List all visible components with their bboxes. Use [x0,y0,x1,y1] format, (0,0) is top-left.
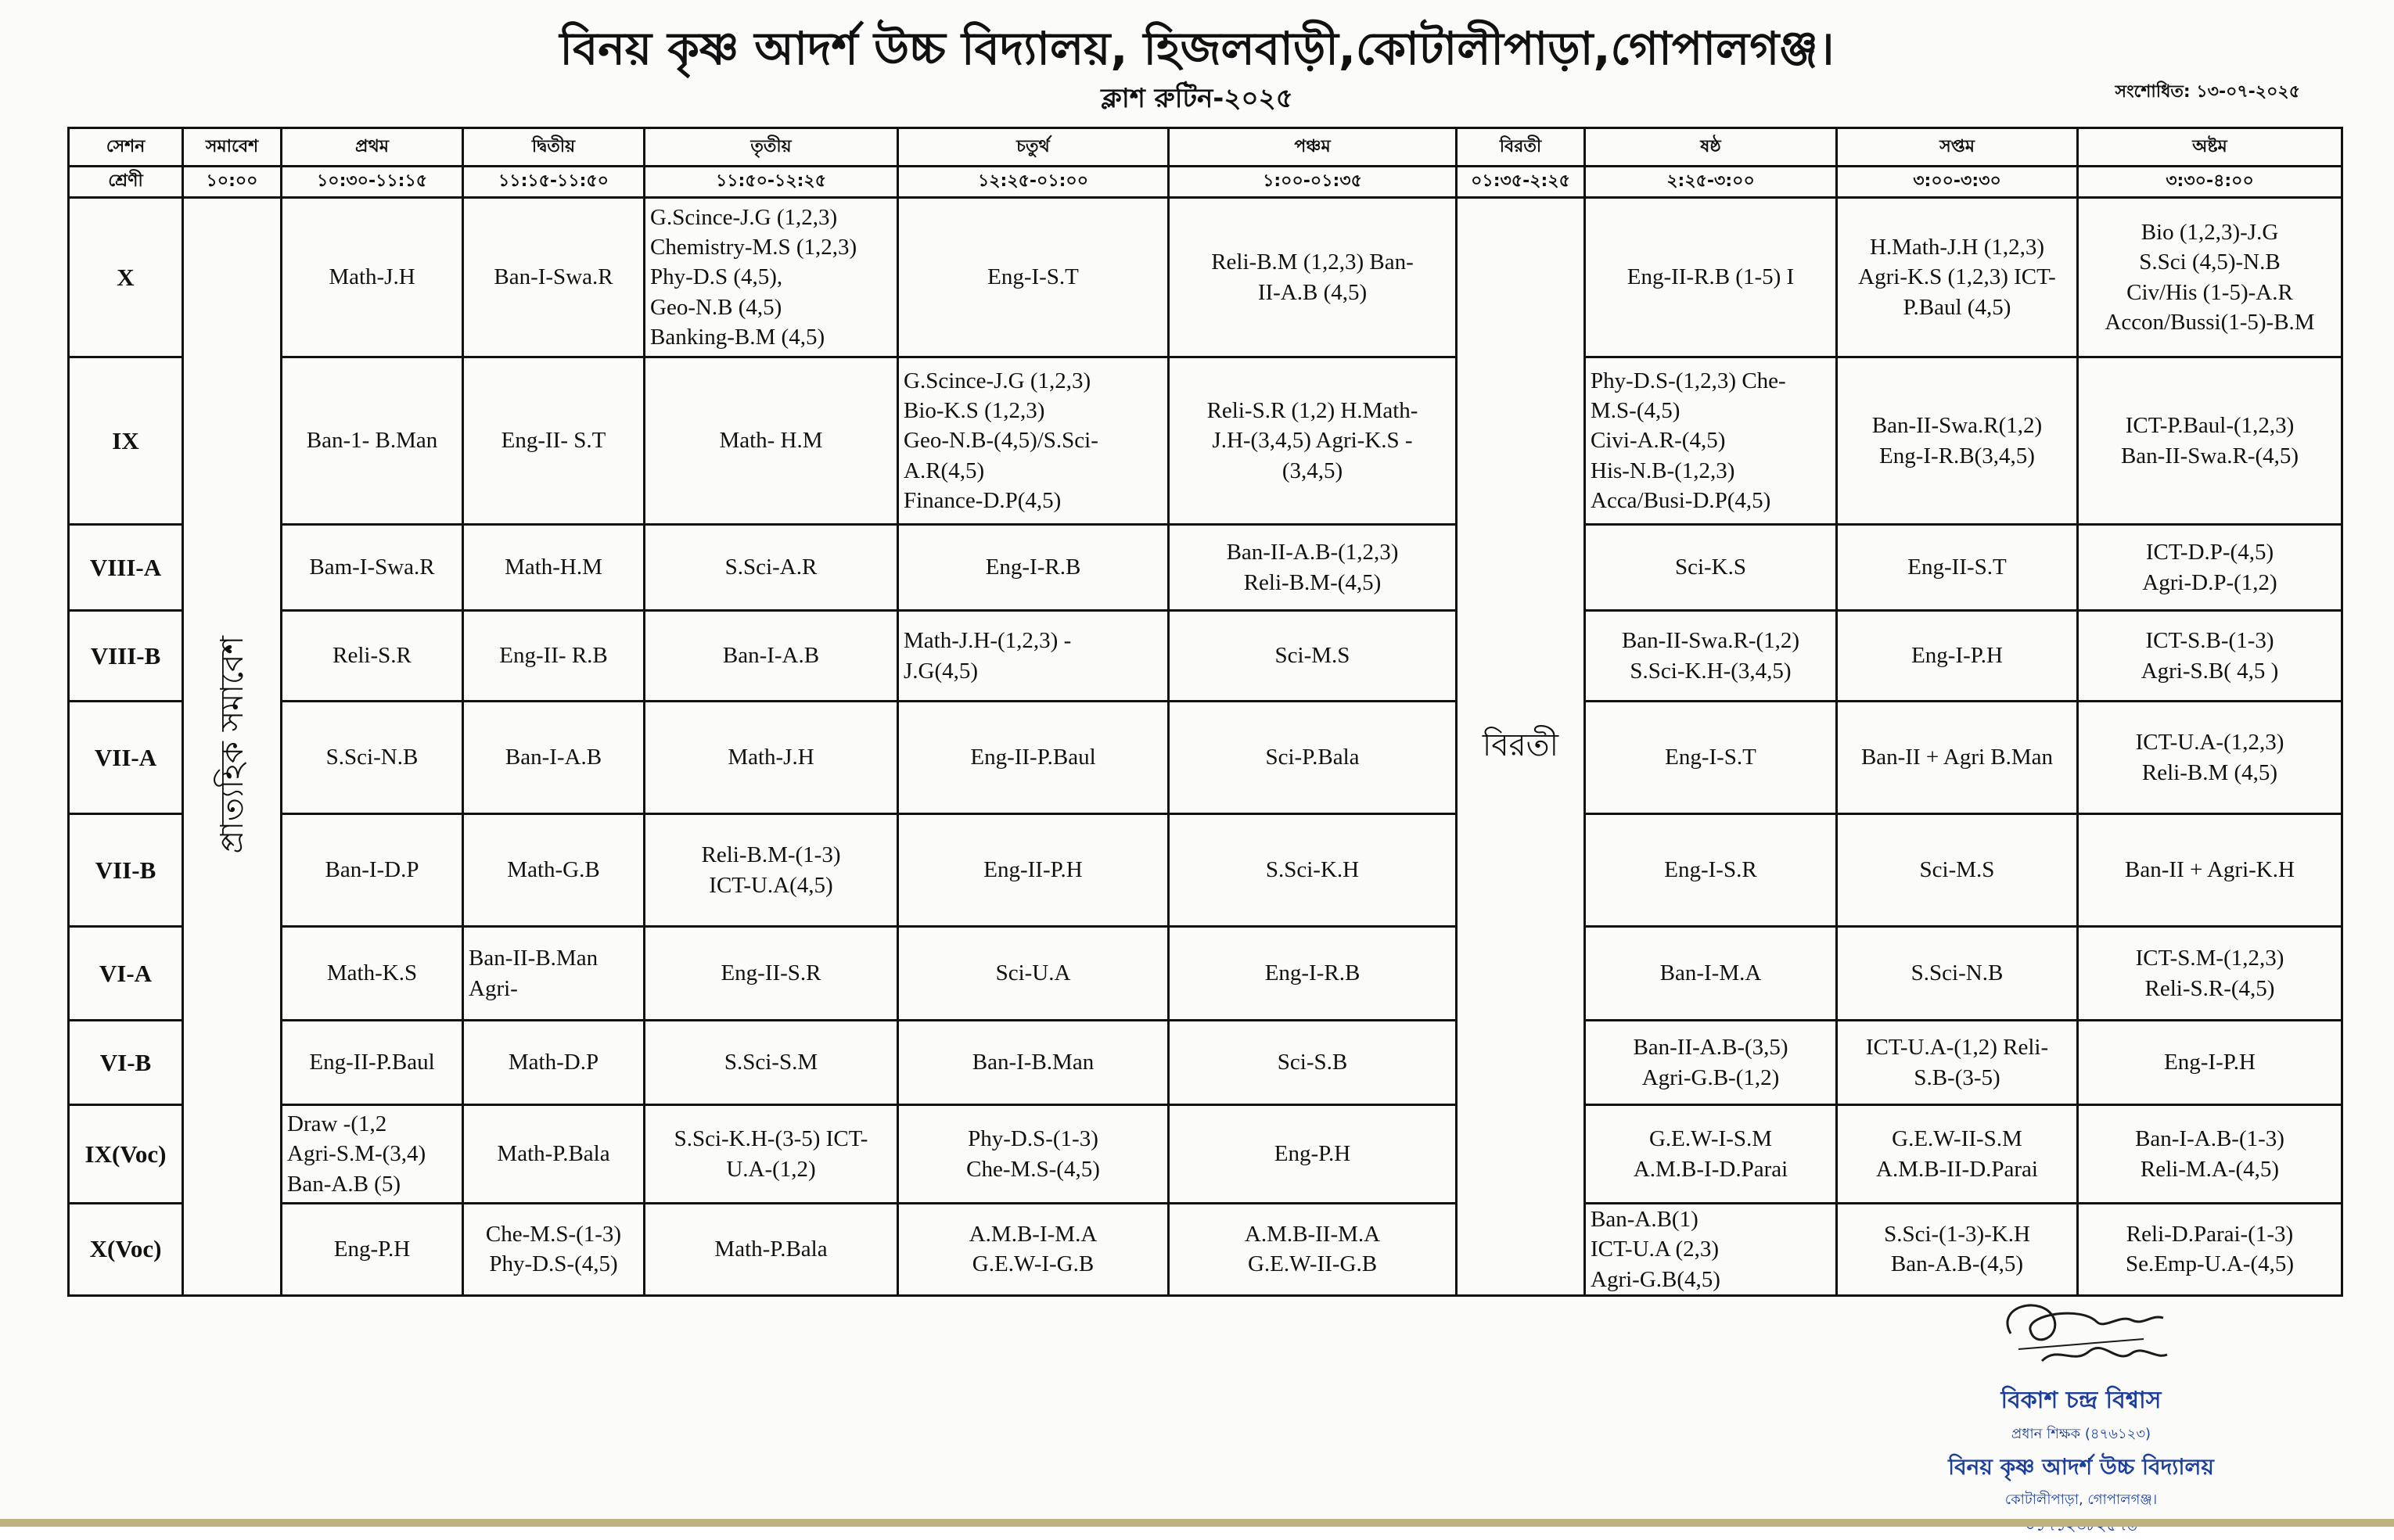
cell-line: S.Sci-(1-3)-K.H [1884,1222,2030,1247]
period-header-8: ষষ্ঠ [1585,128,1837,167]
cell-line: S.Sci (4,5)-N.B [2139,249,2281,275]
class-name: IX [69,357,183,525]
cell-line: Agri- [469,975,518,1001]
cell-line: A.M.B-II-M.A [1244,1222,1381,1247]
routine-cell-p6: Ban-I-M.A [1585,927,1837,1021]
period-header-row [69,128,2342,167]
cell-line: A.M.B-I-M.A [969,1222,1098,1247]
class-name: X(Voc) [69,1204,183,1296]
class-name: IX(Voc) [69,1105,183,1204]
routine-cell-p5: Sci-M.S [1169,611,1457,702]
time-slot-8: ২:২৫-৩:০০ [1585,167,1837,198]
period-header-9: সপ্তম [1837,128,2078,167]
routine-cell-p2: Math-H.M [463,525,645,611]
cell-line: ICT-U.A-(1,2,3) [2135,730,2284,756]
cell-line: Draw -(1,2 [287,1111,387,1137]
routine-cell-p3: Math-P.Bala [645,1204,898,1296]
cell-line: A.R(4,5) [904,458,985,483]
cell-line: ICT-S.B-(1-3) [2145,628,2274,654]
time-slot-7: ০১:৩৫-২:২৫ [1457,167,1585,198]
school-title: বিনয় কৃষ্ণ আদর্শ উচ্চ বিদ্যালয়, হিজলবাড়ী,কোটালীপাড়া,গোপালগঞ্জ। [559,22,1835,75]
cell-line: Reli-B.M (4,5) [2141,759,2278,785]
class-row [69,1021,2342,1105]
cell-line: P.Baul (4,5) [1903,294,2011,320]
routine-cell-p6: Eng-I-S.R [1585,814,1837,927]
cell-line: Ban-II-A.B-(3,5) [1633,1035,1788,1061]
period-header-2: প্রথম [282,128,463,167]
routine-cell-p8 [2078,357,2342,525]
routine-cell-p6: Eng-II-R.B (1-5) I [1585,198,1837,357]
assembly-column [183,198,282,1296]
cell-line: Geo-N.B-(4,5)/S.Sci- [904,428,1098,454]
routine-cell-p7: S.Sci-N.B [1837,927,2078,1021]
class-name: VII-B [69,814,183,927]
class-row [69,198,2342,357]
class-name: VII-A [69,702,183,814]
routine-cell-p3: S.Sci-S.M [645,1021,898,1105]
routine-cell-p7: Eng-I-P.H [1837,611,2078,702]
routine-subtitle: ক্লাশ রুটিন-২০২৫ [1101,83,1293,114]
cell-line: Reli-S.R (1,2) H.Math- [1206,398,1418,424]
cell-line: G.E.W-II-S.M [1892,1126,2022,1152]
period-header-3: দ্বিতীয় [463,128,645,167]
cell-line: His-N.B-(1,2,3) [1591,458,1735,483]
routine-cell-p6 [1585,1105,1837,1204]
cell-line: Civ/His (1-5)-A.R [2126,279,2293,305]
routine-cell-p4: Eng-II-P.H [898,814,1169,927]
period-header-10: অষ্টম [2078,128,2342,167]
cell-line: Agri-K.S (1,2,3) ICT- [1858,264,2056,290]
cell-line: Se.Emp-U.A-(4,5) [2125,1251,2295,1277]
routine-cell-p3 [645,1105,898,1204]
class-name: VI-A [69,927,183,1021]
cell-line: Ban-A.B(1) [1591,1207,1698,1232]
class-name: X [69,198,183,357]
time-slot-10: ৩:৩০-৪:০০ [2078,167,2342,198]
cell-line: Phy-D.S-(4,5) [489,1251,618,1277]
class-row [69,611,2342,702]
cell-line: Eng-I-R.B(3,4,5) [1879,443,2035,468]
period-header-1: সমাবেশ [183,128,282,167]
cell-line: J.G(4,5) [904,658,979,684]
routine-cell-p7: Eng-II-S.T [1837,525,2078,611]
time-slot-5: ১২:২৫-০১:০০ [898,167,1169,198]
routine-cell-p6 [1585,1021,1837,1105]
cell-line: Ban-I-A.B-(1-3) [2135,1126,2284,1152]
routine-cell-p1: Eng-II-P.Baul [282,1021,463,1105]
time-header-row [69,167,2342,198]
cell-line: Phy-D.S (4,5), [650,264,783,290]
cell-line: Acca/Busi-D.P(4,5) [1591,487,1771,513]
cell-line: Ban-II-Swa.R-(1,2) [1621,628,1800,654]
period-header-6: পঞ্চম [1169,128,1457,167]
cell-line: ICT-U.A (2,3) [1591,1237,1720,1262]
cell-line: Agri-S.M-(3,4) [287,1141,426,1167]
routine-cell-p5: Sci-P.Bala [1169,702,1457,814]
routine-cell-p8 [2078,198,2342,357]
revised-date: সংশোধিত: ১৩-০৭-২০২৫ [2115,82,2300,102]
cell-line: S.B-(3-5) [1914,1064,2000,1090]
routine-cell-p7 [1837,198,2078,357]
cell-line: Banking-B.M (4,5) [650,324,825,350]
cell-line: Reli-M.A-(4,5) [2140,1156,2280,1182]
cell-line: Bio-K.S (1,2,3) [904,398,1045,424]
cell-line: Math-J.H-(1,2,3) - [904,628,1072,654]
routine-cell-p5 [1169,525,1457,611]
routine-cell-p2: Math-P.Bala [463,1105,645,1204]
class-row [69,1105,2342,1204]
routine-cell-p8 [2078,702,2342,814]
cell-line: Agri-G.B(4,5) [1591,1266,1720,1292]
cell-line: A.M.B-I-D.Parai [1633,1156,1788,1182]
routine-cell-p7 [1837,1021,2078,1105]
routine-cell-p4 [898,1105,1169,1204]
class-row [69,927,2342,1021]
routine-cell-p1 [282,1105,463,1204]
seal-address: কোটালীপাড়া, গোপালগঞ্জ। [2004,1492,2158,1508]
time-slot-3: ১১:১৫-১১:৫০ [463,167,645,198]
routine-cell-p4 [898,1204,1169,1296]
time-slot-9: ৩:০০-৩:৩০ [1837,167,2078,198]
cell-line: ICT-P.Baul-(1,2,3) [2125,413,2295,439]
time-slot-1: ১০:০০ [183,167,282,198]
routine-cell-p2: Eng-II- S.T [463,357,645,525]
routine-cell-p1: Ban-I-D.P [282,814,463,927]
cell-line: Civi-A.R-(4,5) [1591,428,1726,454]
cell-line: ICT-U.A-(1,2) Reli- [1865,1035,2049,1061]
cell-line: Finance-D.P(4,5) [904,487,1062,513]
class-name: VI-B [69,1021,183,1105]
cell-line: Reli-D.Parai-(1-3) [2126,1222,2294,1247]
cell-line: G.Scince-J.G (1,2,3) [904,368,1091,393]
break-label: বিরতী [1482,727,1559,763]
cell-line: Ban-II-Swa.R(1,2) [1871,413,2043,439]
routine-cell-p6 [1585,1204,1837,1296]
routine-cell-p8 [2078,611,2342,702]
class-name: VIII-A [69,525,183,611]
routine-cell-p3: Math- H.M [645,357,898,525]
assembly-label: প্রাত্যহিক সমাবেশ [214,635,250,854]
cell-line: Ban-II-B.Man [469,946,598,971]
cell-line: Phy-D.S-(1,2,3) Che- [1591,368,1786,393]
cell-line: Ban-A.B-(4,5) [1890,1251,2024,1277]
cell-line: Che-M.S-(4,5) [966,1156,1100,1182]
routine-cell-p8 [2078,525,2342,611]
routine-cell-p8 [2078,1105,2342,1204]
routine-cell-p8: Eng-I-P.H [2078,1021,2342,1105]
time-slot-0: শ্রেণী [69,167,183,198]
cell-line: Geo-N.B (4,5) [650,294,782,320]
cell-line: Agri-S.B( 4,5 ) [2141,658,2279,684]
routine-cell-p3: S.Sci-A.R [645,525,898,611]
routine-cell-p4: Eng-II-P.Baul [898,702,1169,814]
class-row [69,702,2342,814]
seal-school-name: বিনয় কৃষ্ণ আদর্শ উচ্চ বিদ্যালয় [1948,1454,2214,1480]
period-header-0: সেশন [69,128,183,167]
cell-line: A.M.B-II-D.Parai [1876,1156,2038,1182]
cell-line: Phy-D.S-(1-3) [968,1126,1098,1152]
routine-cell-p1: Ban-1- B.Man [282,357,463,525]
cell-line: Reli-B.M-(1-3) [701,842,841,868]
cell-line: (3,4,5) [1281,458,1343,483]
routine-cell-p2: Math-D.P [463,1021,645,1105]
cell-line: Agri-D.P-(1,2) [2142,569,2277,595]
class-row [69,525,2342,611]
routine-cell-p2: Math-G.B [463,814,645,927]
routine-cell-p7 [1837,357,2078,525]
routine-cell-p1: Bam-I-Swa.R [282,525,463,611]
cell-line: Accon/Bussi(1-5)-B.M [2105,309,2315,335]
routine-cell-p4: Ban-I-B.Man [898,1021,1169,1105]
cell-line: U.A-(1,2) [726,1156,816,1182]
signature-scribble [1987,1291,2175,1377]
time-slot-6: ১:০০-০১:৩৫ [1169,167,1457,198]
routine-cell-p2: Eng-II- R.B [463,611,645,702]
routine-cell-p6 [1585,357,1837,525]
period-header-7: বিরতী [1457,128,1585,167]
cell-line: Chemistry-M.S (1,2,3) [650,235,857,260]
cell-line: Bio (1,2,3)-J.G [2141,219,2279,245]
routine-cell-p2 [463,927,645,1021]
period-header-5: চতুর্থ [898,128,1169,167]
routine-cell-p4 [898,357,1169,525]
cell-line: Che-M.S-(1-3) [485,1222,622,1247]
cell-line: S.Sci-K.H-(3,4,5) [1630,658,1792,684]
cell-line: G.Scince-J.G (1,2,3) [650,204,838,230]
cell-line: Ban-II-Swa.R-(4,5) [2120,443,2299,468]
cell-line: G.E.W-I-S.M [1648,1126,1773,1152]
cell-line: G.E.W-I-G.B [972,1251,1095,1277]
routine-cell-p4: Sci-U.A [898,927,1169,1021]
routine-cell-p5 [1169,357,1457,525]
routine-cell-p6 [1585,611,1837,702]
routine-cell-p2: Ban-I-Swa.R [463,198,645,357]
routine-cell-p8 [2078,1204,2342,1296]
cell-line: Reli-S.R-(4,5) [2144,975,2275,1001]
cell-line: ICT-U.A(4,5) [709,872,833,898]
cell-line: Reli-B.M-(4,5) [1243,569,1382,595]
class-row [69,814,2342,927]
routine-cell-p3: Eng-II-S.R [645,927,898,1021]
routine-cell-p1: Math-J.H [282,198,463,357]
headmaster-signature-block [1846,1291,2316,1540]
class-name: VIII-B [69,611,183,702]
cell-line: ICT-S.M-(1,2,3) [2135,946,2284,971]
routine-cell-p5: Eng-I-R.B [1169,927,1457,1021]
routine-cell-p4 [898,611,1169,702]
routine-cell-p1: Eng-P.H [282,1204,463,1296]
cell-line: J.H-(3,4,5) Agri-K.S - [1212,428,1413,454]
time-slot-4: ১১:৫০-১২:২৫ [645,167,898,198]
headmaster-name: বিকাশ চন্দ্র বিশ্বাস [2000,1387,2162,1414]
routine-cell-p3 [645,814,898,927]
class-row [69,1204,2342,1296]
routine-cell-p5: S.Sci-K.H [1169,814,1457,927]
routine-cell-p5 [1169,1204,1457,1296]
cell-line: H.Math-J.H (1,2,3) [1869,235,2045,260]
cell-line: Ban-II-A.B-(1,2,3) [1226,540,1399,565]
routine-cell-p5: Eng-P.H [1169,1105,1457,1204]
cell-line: Agri-G.B-(1,2) [1641,1064,1780,1090]
routine-cell-p7 [1837,1204,2078,1296]
class-routine-table [67,127,2343,1297]
headmaster-designation: প্রধান শিক্ষক (৪৭৬১২৩) [2011,1426,2151,1442]
cell-line: Ban-A.B (5) [287,1171,401,1197]
routine-cell-p1: Reli-S.R [282,611,463,702]
cell-line: S.Sci-K.H-(3-5) ICT- [674,1126,868,1152]
routine-cell-p6: Sci-K.S [1585,525,1837,611]
routine-cell-p5 [1169,198,1457,357]
cell-line: M.S-(4,5) [1591,398,1680,424]
time-slot-2: ১০:৩০-১১:১৫ [282,167,463,198]
page-bottom-edge [0,1519,2394,1527]
routine-cell-p8 [2078,927,2342,1021]
cell-line: Reli-B.M (1,2,3) Ban- [1211,249,1414,275]
routine-cell-p6: Eng-I-S.T [1585,702,1837,814]
class-row [69,357,2342,525]
routine-cell-p3 [645,198,898,357]
routine-cell-p4: Eng-I-R.B [898,525,1169,611]
routine-cell-p1: Math-K.S [282,927,463,1021]
routine-cell-p7: Sci-M.S [1837,814,2078,927]
seal-phone [1846,1514,2316,1540]
routine-cell-p2: Ban-I-A.B [463,702,645,814]
break-column [1457,198,1585,1296]
routine-cell-p4: Eng-I-S.T [898,198,1169,357]
routine-cell-p7 [1837,1105,2078,1204]
routine-cell-p3: Ban-I-A.B [645,611,898,702]
routine-cell-p7: Ban-II + Agri B.Man [1837,702,2078,814]
routine-cell-p5: Sci-S.B [1169,1021,1457,1105]
routine-cell-p8: Ban-II + Agri-K.H [2078,814,2342,927]
routine-cell-p3: Math-J.H [645,702,898,814]
period-header-4: তৃতীয় [645,128,898,167]
cell-line: G.E.W-II-G.B [1247,1251,1378,1277]
routine-cell-p2 [463,1204,645,1296]
cell-line: II-A.B (4,5) [1257,279,1368,305]
cell-line: ICT-D.P-(4,5) [2145,540,2274,565]
routine-cell-p1: S.Sci-N.B [282,702,463,814]
